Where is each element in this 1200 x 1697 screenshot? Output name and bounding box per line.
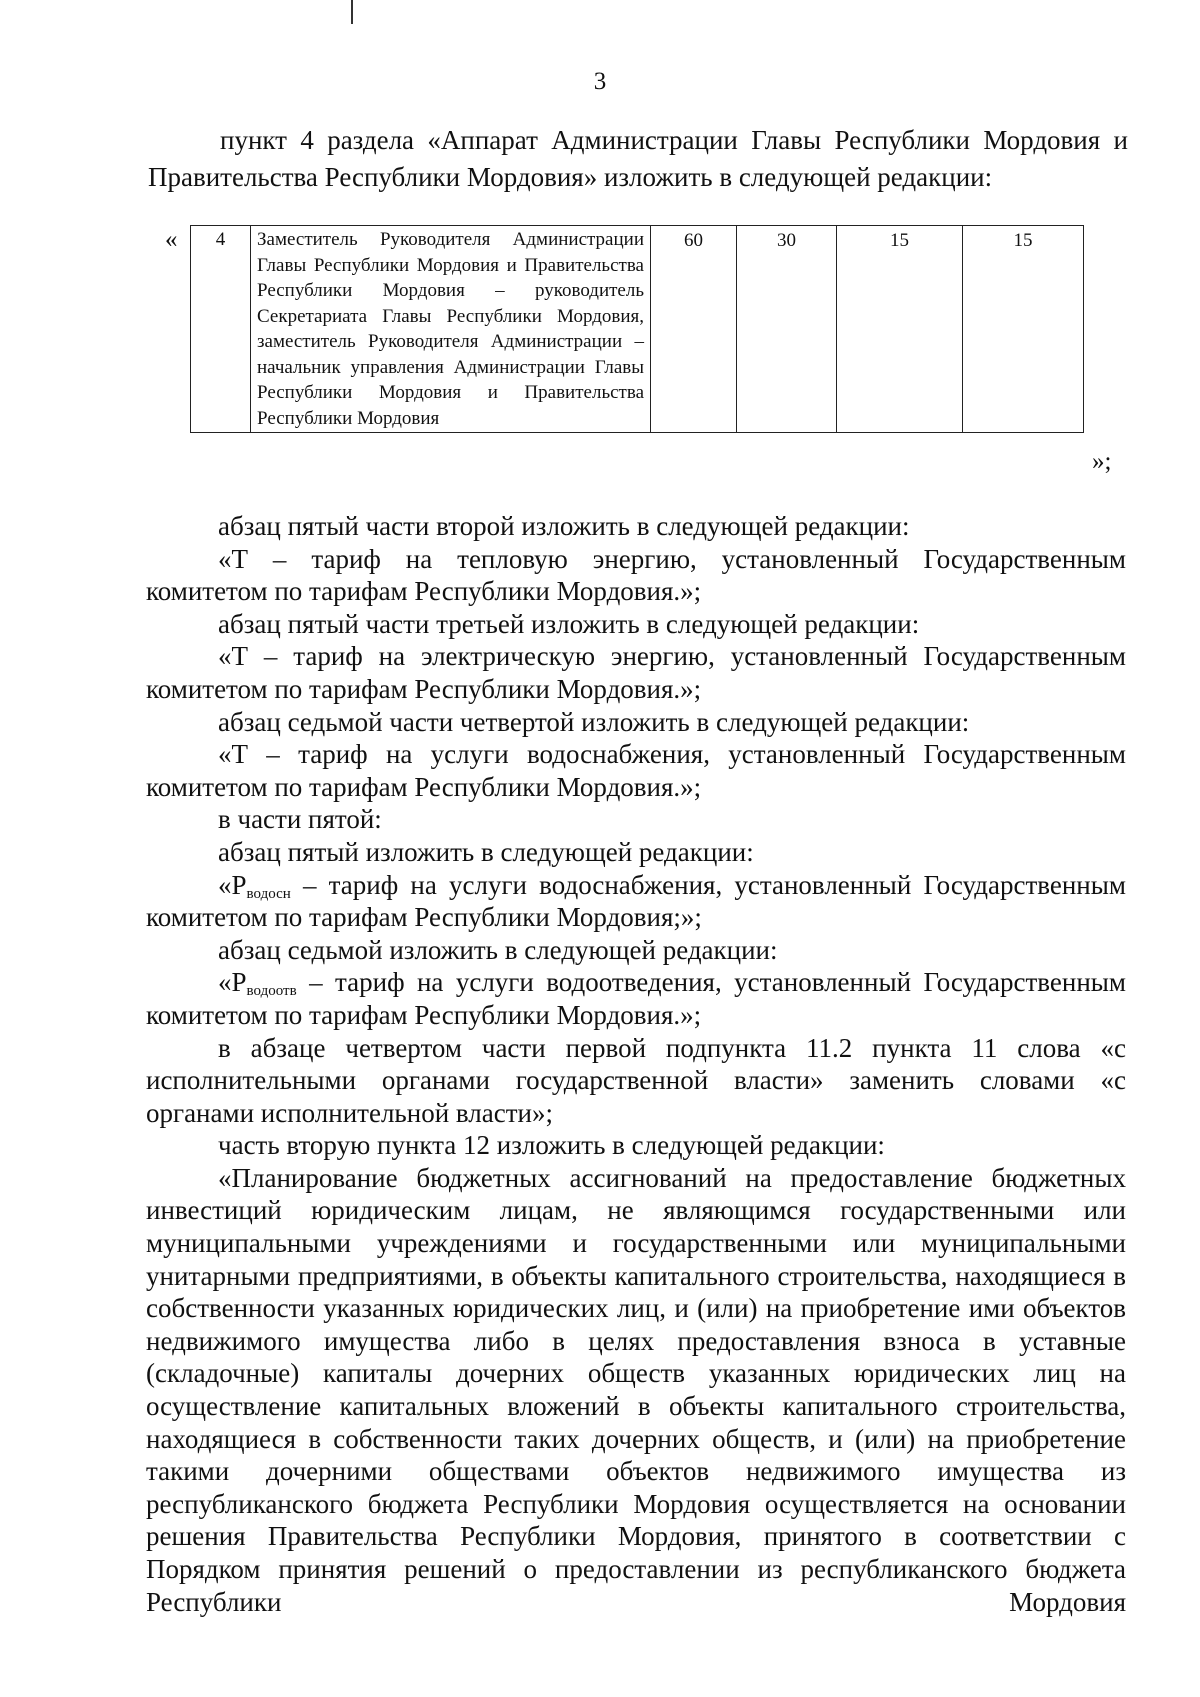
p11-symbol: «Р	[218, 967, 247, 998]
p11-text: – тариф на услуги водоотведения, установленный Государственным комитетом по тарифам Республики Мордовия.»;	[146, 967, 1126, 1030]
intro-paragraph	[148, 122, 1128, 196]
paragraph-14: «Планирование бюджетных ассигнований на предоставление бюджетных инвестиций юридическим лицам, не являющимся государственными или муниципальными учреждениями и государственными или муниципальными унитарными предприятиями, в объекты капитального строительства, находящиеся в собственности указанных юридических лиц, и (или) на приобретение ими объектов недвижимого имущества либо в целях предоставления взноса в уставные (складочные) капиталы дочерних обществ указанных юридических лиц на осуществление капитальных вложений в объекты капитального строительства, находящиеся в собственности таких дочерних обществ, и (или) на приобретение такими дочерними обществами объектов недвижимого имущества из республиканского бюджета Республики Мордовия осуществляется на основании решения Правительства Республики Мордовия, принятого в соответствии с Порядком принятия решений о предоставлении из республиканского бюджета Республики Мордовия	[146, 1162, 1126, 1617]
p9-subscript: водосн	[246, 885, 291, 902]
p9-text: – тариф на услуги водоснабжения, установленный Государственным комитетом по тарифам Республики Мордовия;»;	[146, 869, 1126, 933]
value-cell-3: 15	[837, 226, 963, 433]
paragraph-2: «Т – тариф на тепловую энергию, установленный Государственным комитетом по тарифам Республики Мордовия.»;	[146, 543, 1126, 607]
value-cell-2: 30	[737, 226, 837, 433]
paragraph-5: абзац седьмой части четвертой изложить в следующей редакции:	[218, 706, 970, 737]
p11-subscript: водоотв	[246, 983, 297, 1000]
intro-line-1: пункт 4 раздела «Аппарат Администрации Главы Республики Мордовия и	[220, 125, 1128, 155]
paragraph-10: абзац седьмой изложить в следующей редакции:	[218, 934, 778, 965]
p9-symbol: «Р	[218, 869, 247, 900]
paragraph-12: в абзаце четвертом части первой подпункта 11.2 пункта 11 слова «с исполнительными органами государственной власти» заменить словами «с органами исполнительной власти»;	[146, 1032, 1126, 1128]
value-cell-4: 15	[963, 226, 1084, 433]
table-open-quote: «	[165, 226, 178, 253]
paragraph-7: в части пятой:	[218, 804, 382, 835]
page-number: 3	[593, 68, 607, 95]
paragraph-3: абзац пятый части третьей изложить в следующей редакции:	[218, 608, 920, 639]
paragraph-6: «Т – тариф на услуги водоснабжения, установленный Государственным комитетом по тарифам Республики Мордовия.»;	[146, 739, 1126, 802]
paragraph-4: «Т – тариф на электрическую энергию, установленный Государственным комитетом по тарифам Республики Мордовия.»;	[146, 641, 1126, 704]
intro-line-2: Правительства Республики Мордовия» изложить в следующей редакции:	[148, 162, 993, 192]
value-cell-1: 60	[651, 226, 737, 433]
paragraph-13: часть вторую пункта 12 изложить в следующей редакции:	[218, 1130, 885, 1161]
row-number-cell: 4	[191, 226, 251, 433]
amendment-table	[190, 225, 1084, 433]
scan-edge-mark	[351, 0, 353, 24]
paragraph-9	[146, 869, 1126, 934]
paragraph-8: абзац пятый изложить в следующей редакции:	[218, 836, 754, 867]
document-body	[146, 510, 1126, 1618]
table-close-quote: »;	[1092, 448, 1112, 475]
position-description-cell: Заместитель Руководителя Администрации Главы Республики Мордовия и Правительства Республики Мордовия – руководитель Секретариата Главы Республики Мордовия, заместитель Руководителя Администрации – начальник управления Администрации Главы Республики Мордовия и Правительства Республики Мордовия	[251, 226, 651, 433]
table-row	[191, 226, 1084, 433]
paragraph-11	[146, 966, 1126, 1031]
paragraph-1: абзац пятый части второй изложить в следующей редакции:	[218, 511, 910, 541]
